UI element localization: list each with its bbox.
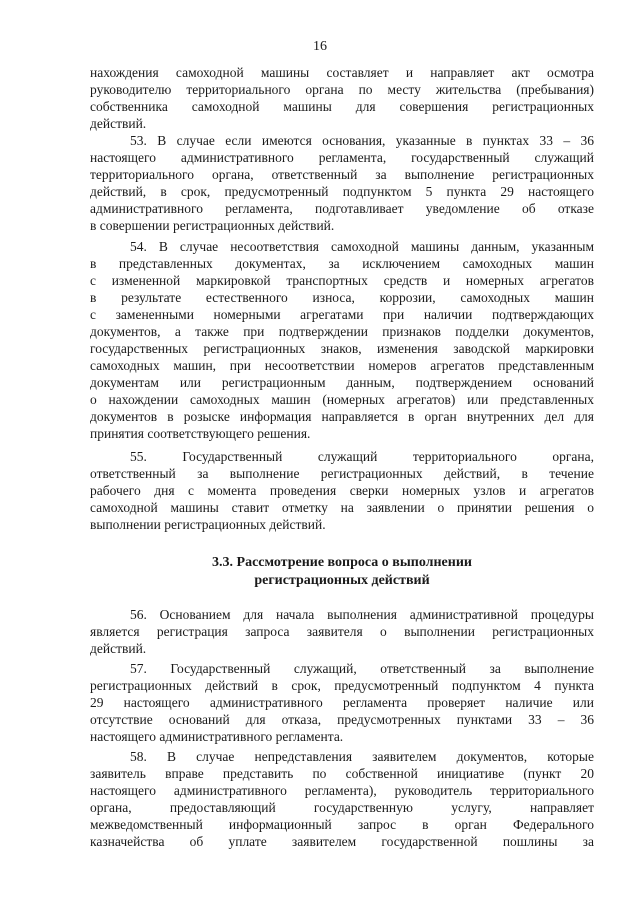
paragraph-57-line: 57. Государственный служащий, ответственный за выполнение [130,661,594,676]
text-line: рабочего дня с момента проведения сверки номерных узлов и агрегатов [90,483,594,498]
text-line: действий. [90,641,147,656]
text-line: собственника самоходной машины для совершения регистрационных [90,99,594,114]
page-number: 16 [313,39,327,54]
paragraph-58-line: 58. В случае непредставления заявителем документов, которые [130,749,594,764]
text-line: самоходной машины ставит отметку на заявлении о принятии решения о [90,500,594,515]
text-line: является регистрация запроса заявителя о выполнении регистрационных [90,624,594,639]
text-line: о нахождении самоходных машин (номерных агрегатов) или представленных [90,392,594,407]
text-line: административного регламента, подготавливает уведомление об отказе [90,201,594,216]
text-line: государственных регистрационных знаков, изменения заводской маркировки [90,341,594,356]
text-line: органа, предоставляющий государственную услугу, направляет [90,800,594,815]
text-line: документов в розыске информация направляется в орган внутренних дел для [90,409,594,424]
text-line: с замененными номерными агрегатами при наличии подтверждающих [90,307,594,322]
paragraph-54-line: 54. В случае несоответствия самоходной машины данным, указанным [130,239,594,254]
paragraph-53-line: 53. В случае если имеются основания, указанные в пунктах 33 – 36 [130,133,594,148]
text-line: настоящего административного регламента, государственный служащий [90,150,594,165]
text-line: документов, а также при подтверждении признаков подделки документов, [90,324,594,339]
text-line: документам или регистрационным данным, подтверждением оснований [90,375,594,390]
text-line: межведомственный информационный запрос в орган Федерального [90,817,594,832]
text-line: самоходных машин, при несоответствии номеров агрегатов представленным [90,358,594,373]
text-line: отсутствие оснований для отказа, предусмотренных пунктами 33 – 36 [90,712,594,727]
text-line: с измененной маркировкой транспортных средств и номерных агрегатов [90,273,594,288]
text-line: территориального органа, ответственный за выполнение регистрационных [90,167,594,182]
text-line: в представленных документах, за исключением самоходных машин [90,256,594,271]
text-line: выполнении регистрационных действий. [90,517,326,532]
text-line: принятия соответствующего решения. [90,426,311,441]
text-line: нахождения самоходной машины составляет и направляет акт осмотра [90,65,594,80]
text-line: регистрационных действий в срок, предусмотренный подпунктом 4 пункта [90,678,594,693]
text-line: руководителю территориального органа по месту жительства (пребывания) [90,82,594,97]
text-line: действий, в срок, предусмотренный подпунктом 5 пункта 29 настоящего [90,184,594,199]
text-line: действий. [90,116,147,131]
paragraph-55-line: 55. Государственный служащий территориального органа, [130,449,594,464]
text-line: настоящего административного регламента. [90,729,344,744]
text-line: 29 настоящего административного регламента проверяет наличие или [90,695,594,710]
text-line: настоящего административного регламента), руководитель территориального [90,783,594,798]
text-line: в результате естественного износа, коррозии, самоходных машин [90,290,594,305]
paragraph-56-line: 56. Основанием для начала выполнения административной процедуры [130,607,594,622]
section-heading: 3.3. Рассмотрение вопроса о выполнении [212,555,472,570]
text-line: в совершении регистрационных действий. [90,218,335,233]
text-line: заявитель вправе представить по собственной инициативе (пункт 20 [90,766,594,781]
section-heading: регистрационных действий [254,573,430,588]
text-line: казначейства об уплате заявителем государственной пошлины за [90,834,594,849]
text-line: ответственный за выполнение регистрационных действий, в течение [90,466,594,481]
